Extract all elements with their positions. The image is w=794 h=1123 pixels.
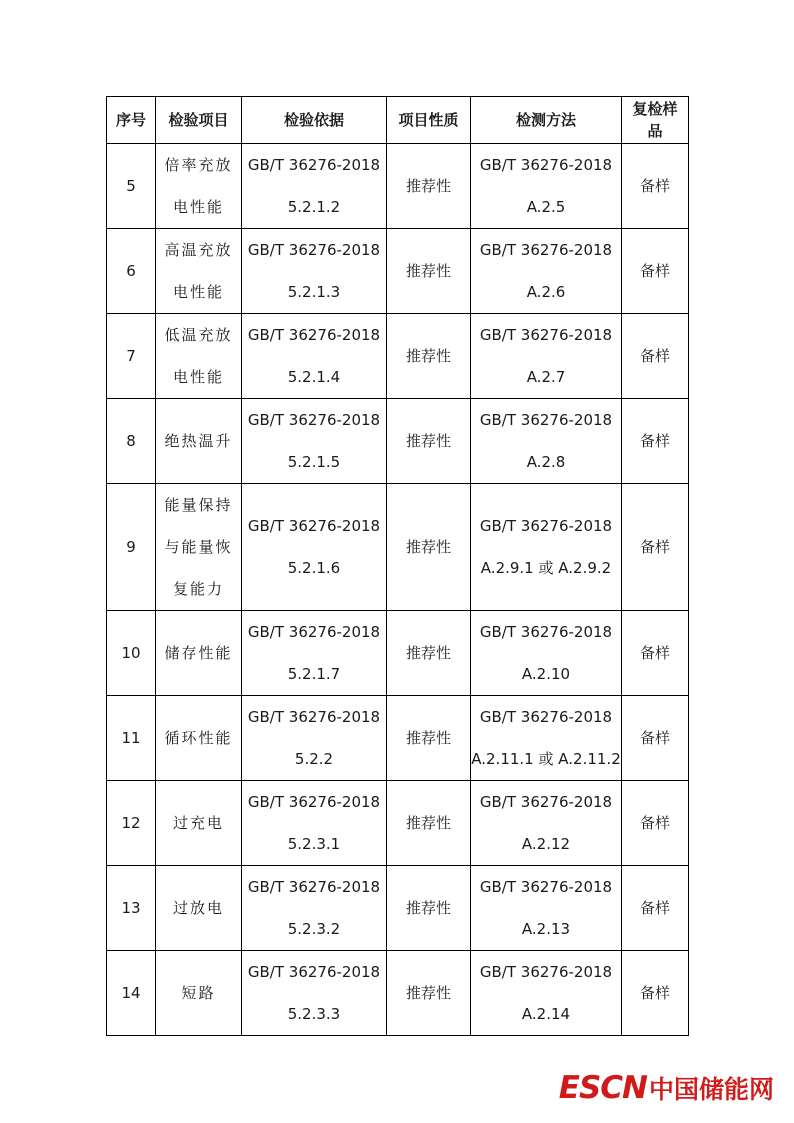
row-item: [156, 696, 242, 781]
table-row: [107, 144, 689, 229]
row-item-text: 短路: [181, 984, 216, 1002]
row-sample: 备样: [622, 484, 689, 611]
row-nature: 推荐性: [387, 229, 471, 314]
row-item-text: 储存性能: [164, 644, 233, 662]
method-standard: GB/T 36276-2018: [479, 963, 613, 981]
inspection-table: [106, 96, 689, 1036]
basis-clause: 5.2.1.2: [287, 198, 341, 216]
basis-clause: 5.2.2: [294, 750, 334, 768]
table-row: [107, 229, 689, 314]
row-no: 12: [107, 781, 156, 866]
method-clause: A.2.14: [521, 1005, 571, 1023]
table-header-row: [107, 97, 689, 144]
row-basis: [242, 399, 387, 484]
header-sample: [622, 97, 689, 144]
basis-clause: 5.2.1.7: [287, 665, 341, 683]
basis-standard: GB/T 36276-2018: [247, 878, 381, 896]
row-nature: 推荐性: [387, 696, 471, 781]
row-method: [471, 399, 622, 484]
row-basis: [242, 866, 387, 951]
row-nature: 推荐性: [387, 144, 471, 229]
row-item-text: 倍率充放电性能: [164, 156, 233, 216]
method-standard: GB/T 36276-2018: [479, 878, 613, 896]
row-method: [471, 781, 622, 866]
basis-standard: GB/T 36276-2018: [247, 326, 381, 344]
row-sample: 备样: [622, 314, 689, 399]
row-nature: 推荐性: [387, 781, 471, 866]
row-basis: [242, 144, 387, 229]
row-item: [156, 399, 242, 484]
row-no: 10: [107, 611, 156, 696]
row-item: [156, 314, 242, 399]
method-clause: A.2.9.1 或 A.2.9.2: [480, 559, 612, 577]
row-sample: 备样: [622, 399, 689, 484]
row-method: [471, 696, 622, 781]
row-no: 14: [107, 951, 156, 1036]
row-nature: 推荐性: [387, 484, 471, 611]
method-clause: A.2.11.1 或 A.2.11.2: [471, 750, 621, 768]
method-clause: A.2.6: [526, 283, 566, 301]
method-clause: A.2.13: [521, 920, 571, 938]
row-basis: [242, 484, 387, 611]
method-clause: A.2.5: [526, 198, 566, 216]
row-no: 11: [107, 696, 156, 781]
table-row: [107, 611, 689, 696]
row-method: [471, 484, 622, 611]
row-basis: [242, 229, 387, 314]
row-method: [471, 144, 622, 229]
row-method: [471, 611, 622, 696]
header-basis: 检验依据: [242, 97, 387, 144]
table-row: [107, 866, 689, 951]
basis-clause: 5.2.1.6: [287, 559, 341, 577]
row-item-text: 过充电: [172, 814, 224, 832]
method-standard: GB/T 36276-2018: [479, 623, 613, 641]
row-nature: 推荐性: [387, 866, 471, 951]
row-sample: 备样: [622, 229, 689, 314]
method-clause: A.2.10: [521, 665, 571, 683]
row-no: 7: [107, 314, 156, 399]
method-standard: GB/T 36276-2018: [479, 411, 613, 429]
basis-clause: 5.2.1.5: [287, 453, 341, 471]
row-item-text: 循环性能: [164, 729, 233, 747]
row-sample: 备样: [622, 951, 689, 1036]
basis-standard: GB/T 36276-2018: [247, 411, 381, 429]
row-item-text: 过放电: [172, 899, 224, 917]
row-method: [471, 951, 622, 1036]
row-no: 13: [107, 866, 156, 951]
row-item-text: 高温充放电性能: [164, 241, 233, 301]
row-item: [156, 781, 242, 866]
row-method: [471, 229, 622, 314]
table-row: [107, 399, 689, 484]
method-standard: GB/T 36276-2018: [479, 156, 613, 174]
row-sample: 备样: [622, 611, 689, 696]
header-no: 序号: [107, 97, 156, 144]
row-item-text: 绝热温升: [164, 432, 233, 450]
row-sample: 备样: [622, 696, 689, 781]
basis-standard: GB/T 36276-2018: [247, 708, 381, 726]
row-method: [471, 866, 622, 951]
table-row: [107, 951, 689, 1036]
method-standard: GB/T 36276-2018: [479, 517, 613, 535]
basis-standard: GB/T 36276-2018: [247, 241, 381, 259]
basis-clause: 5.2.1.3: [287, 283, 341, 301]
basis-clause: 5.2.3.3: [287, 1005, 341, 1023]
row-item: [156, 866, 242, 951]
header-item: 检验项目: [156, 97, 242, 144]
row-no: 9: [107, 484, 156, 611]
basis-clause: 5.2.3.2: [287, 920, 341, 938]
row-item: [156, 611, 242, 696]
row-item-text: 低温充放电性能: [164, 326, 233, 386]
row-nature: 推荐性: [387, 314, 471, 399]
row-basis: [242, 951, 387, 1036]
row-sample: 备样: [622, 866, 689, 951]
header-nature: 项目性质: [387, 97, 471, 144]
basis-standard: GB/T 36276-2018: [247, 623, 381, 641]
table-row: [107, 314, 689, 399]
method-clause: A.2.8: [526, 453, 566, 471]
basis-standard: GB/T 36276-2018: [247, 793, 381, 811]
method-standard: GB/T 36276-2018: [479, 241, 613, 259]
logo-cjk-text: 中国储能网: [648, 1075, 774, 1104]
row-nature: 推荐性: [387, 399, 471, 484]
row-item-text: 能量保持与能量恢复能力: [164, 496, 233, 598]
row-no: 6: [107, 229, 156, 314]
header-method: 检测方法: [471, 97, 622, 144]
escn-watermark-logo: [559, 1070, 774, 1106]
row-item: [156, 229, 242, 314]
method-standard: GB/T 36276-2018: [479, 708, 613, 726]
method-standard: GB/T 36276-2018: [479, 326, 613, 344]
method-clause: A.2.7: [526, 368, 566, 386]
basis-clause: 5.2.1.4: [287, 368, 341, 386]
row-no: 5: [107, 144, 156, 229]
table-row: [107, 484, 689, 611]
header-sample-text: 复检样品: [632, 100, 678, 140]
row-basis: [242, 781, 387, 866]
basis-standard: GB/T 36276-2018: [247, 156, 381, 174]
row-sample: 备样: [622, 144, 689, 229]
table-row: [107, 781, 689, 866]
row-basis: [242, 611, 387, 696]
method-standard: GB/T 36276-2018: [479, 793, 613, 811]
row-basis: [242, 314, 387, 399]
row-method: [471, 314, 622, 399]
row-nature: 推荐性: [387, 611, 471, 696]
row-item: [156, 951, 242, 1036]
row-nature: 推荐性: [387, 951, 471, 1036]
row-no: 8: [107, 399, 156, 484]
row-basis: [242, 696, 387, 781]
basis-clause: 5.2.3.1: [287, 835, 341, 853]
method-clause: A.2.12: [521, 835, 571, 853]
row-item: [156, 144, 242, 229]
row-item: [156, 484, 242, 611]
basis-standard: GB/T 36276-2018: [247, 963, 381, 981]
row-sample: 备样: [622, 781, 689, 866]
basis-standard: GB/T 36276-2018: [247, 517, 381, 535]
table-row: [107, 696, 689, 781]
logo-latin-text: ESCN: [558, 1070, 647, 1106]
